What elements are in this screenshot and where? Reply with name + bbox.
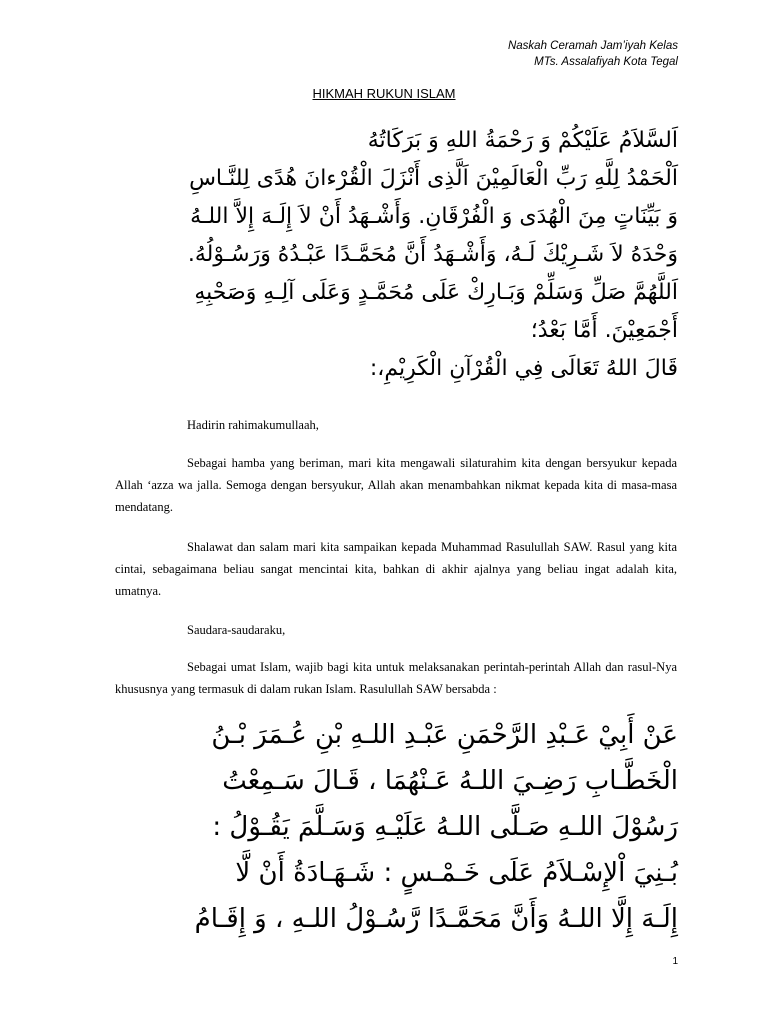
hadith-line: عَنْ أَبِيْ عَـبْدِ الرَّحْمَنِ عَبْـدِ اللـهِ بْنِ عُـمَرَ بْـنُ [211,720,678,750]
header-line-2: MTs. Assalafiyah Kota Tegal [534,56,678,68]
arabic-line: اَلسَّلاَمُ عَلَيْكُمْ وَ رَحْمَةُ اللهِ وَ بَرَكَاتُهُ [367,128,678,153]
paragraph-3 [115,619,677,641]
hadith-line: بُـنِيَ اْلإِسْـلاَمُ عَلَى خَـمْـسٍ : شَـهَـادَةُ أَنْ لَّا [235,858,678,888]
paragraph-4 [115,656,677,700]
arabic-line: وَ بَيِّنَاتٍ مِنَ الْهُدَى وَ الْفُرْقَانِ. وَأَشْـهَدُ أَنْ لاَ إِلَـهَ إِلاَّ اللـهُ [190,204,678,229]
arabic-line: أَجْمَعِيْنَ. أَمَّا بَعْدُ؛ [530,318,678,343]
paragraph-3-text: Saudara-saudaraku, [187,623,286,637]
arabic-line: اَللَّهُمَّ صَلِّ وَسَلِّمْ وَبَـارِكْ عَلَى مُحَمَّـدٍ وَعَلَى آلِـهِ وَصَحْبِهِ [194,280,678,305]
paragraph-2-text: Shalawat dan salam mari kita sampaikan kepada Muhammad Rasulullah SAW. Rasul yang kita cintai, sebagaimana beliau sangat mencintai kita, bahkan di akhir ajalnya yang beliau ingat adalah kita, umatnya. [115,540,677,598]
page-number: 1 [672,956,678,967]
paragraph-2 [115,536,677,602]
arabic-line: وَحْدَهُ لاَ شَـرِيْكَ لَـهُ، وَأَشْـهَدُ أَنَّ مُحَمَّـدًا عَبْـدُهُ وَرَسُـوْلُهُ. [187,242,678,267]
hadith-line: إِلَـهَ إِلَّا اللـهُ وَأَنَّ مَحَمَّـدًا رَّسُـوْلُ اللـهِ ، وَ إِقَـامُ [194,904,678,934]
arabic-line: قَالَ اللهُ تَعَالَى فِي الْقُرْآنِ الْكَرِيْمِ،: [369,356,678,381]
paragraph-1-text: Sebagai hamba yang beriman, mari kita mengawali silaturahim kita dengan bersyukur kepada Allah ‘azza wa jalla. Semoga dengan bersyukur, Allah akan menambahkan nikmat kepada kita di masa-masa mendatang. [115,456,677,514]
document-header [508,38,678,70]
greeting-text: Hadirin rahimakumullaah, [187,418,319,432]
header-line-1: Naskah Ceramah Jam’iyah Kelas [507,40,678,52]
hadith-line: الْخَطَّـابِ رَضِـيَ اللـهُ عَـنْهُمَا ، قَـالَ سَـمِعْتُ [222,766,678,796]
arabic-line: اَلْحَمْدُ لِلَّهِ رَبِّ الْعَالَمِيْنَ اَلَّذِى أَنْزَلَ الْقُرْءانَ هُدًى لِلنَّـاسِ [189,166,678,191]
document-title: HIKMAH RUKUN ISLAM [312,86,456,101]
greeting-paragraph [115,414,677,436]
paragraph-4-text: Sebagai umat Islam, wajib bagi kita untuk melaksanakan perintah-perintah Allah dan rasul-Nya khususnya yang termasuk di dalam rukan Islam. Rasulullah SAW bersabda : [115,660,677,696]
paragraph-1 [115,452,677,518]
hadith-line: رَسُوْلَ اللـهِ صَـلَّى اللـهُ عَلَيْـهِ وَسَـلَّمَ يَقُـوْلُ : [212,812,678,842]
hadith-arabic-block [88,712,678,942]
opening-arabic-block [88,122,678,388]
